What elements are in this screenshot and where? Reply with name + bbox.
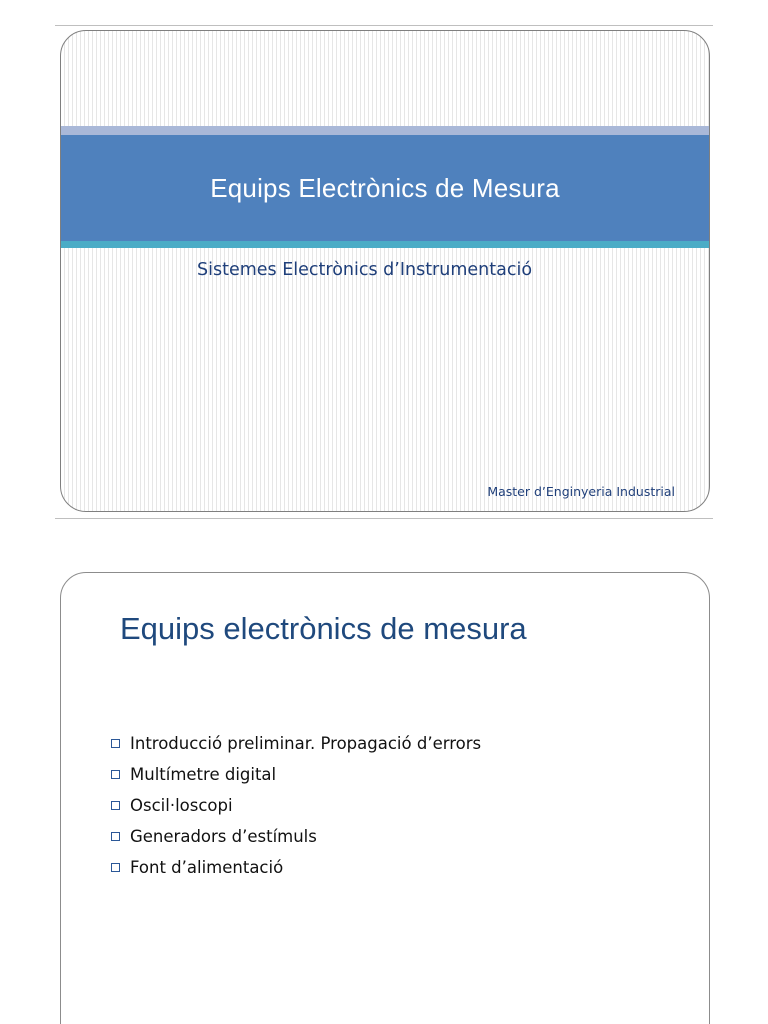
list-item-label: Introducció preliminar. Propagació d’errors — [130, 734, 482, 753]
list-item-label: Oscil·loscopi — [130, 796, 233, 815]
title-top-strip — [61, 126, 709, 135]
square-bullet-icon — [111, 863, 120, 872]
square-bullet-icon — [111, 832, 120, 841]
slide-2 — [60, 572, 710, 1024]
slide-2-heading: Equips electrònics de mesura — [120, 611, 527, 646]
square-bullet-icon — [111, 770, 120, 779]
list-item-label: Multímetre digital — [130, 765, 277, 784]
slide-1-title: Equips Electrònics de Mesura — [210, 172, 560, 203]
list-item — [111, 728, 481, 759]
list-item-label: Generadors d’estímuls — [130, 827, 317, 846]
slide-1-subtitle: Sistemes Electrònics d’Instrumentació — [197, 260, 533, 280]
square-bullet-icon — [111, 801, 120, 810]
bullet-list — [111, 728, 481, 883]
list-item — [111, 821, 481, 852]
square-bullet-icon — [111, 739, 120, 748]
title-bottom-strip — [61, 241, 709, 248]
list-item — [111, 759, 481, 790]
slide-1-footer: Master d’Enginyeria Industrial — [487, 484, 675, 499]
title-band — [61, 135, 709, 241]
list-item — [111, 852, 481, 883]
list-item — [111, 790, 481, 821]
list-item-label: Font d’alimentació — [130, 858, 284, 877]
slide-1 — [60, 30, 710, 512]
